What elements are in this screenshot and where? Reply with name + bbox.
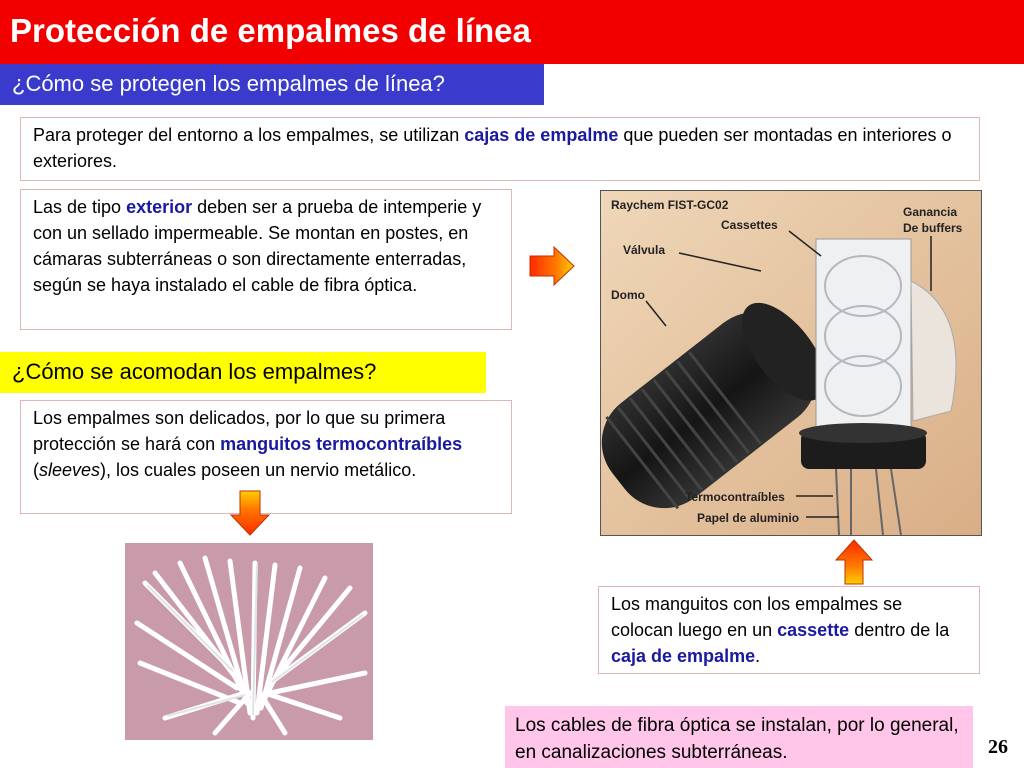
label-termocontraibles: Termocontraíbles xyxy=(685,490,785,504)
text: . xyxy=(755,646,761,666)
text-box-cassette xyxy=(598,586,980,674)
text: Los manguitos con los empalmes se colocan luego en un xyxy=(611,594,903,640)
text: ), los cuales poseen un nervio metálico. xyxy=(100,460,417,480)
text: Las de tipo xyxy=(33,197,127,217)
text-box-intro xyxy=(20,117,980,181)
subheading-arrange: ¿Cómo se acomodan los empalmes? xyxy=(0,352,486,393)
keyword-caja-de-empalme: caja de empalme xyxy=(611,646,756,666)
text: que pueden ser montadas en interiores o exteriores. xyxy=(33,125,952,171)
text: Los empalmes son delicados, por lo que su primera protección se hará con xyxy=(33,408,446,454)
note-underground: Los cables de fibra óptica se instalan, por lo general, en canalizaciones subterráneas. xyxy=(505,706,973,768)
text: Para proteger del entorno a los empalmes, se utilizan xyxy=(33,125,465,145)
arrow-right-icon xyxy=(528,245,576,287)
keyword-exterior: exterior xyxy=(126,197,193,217)
subheading-protect: ¿Cómo se protegen los empalmes de línea? xyxy=(0,64,544,105)
arrow-up-icon xyxy=(834,538,874,586)
text: deben ser a prueba de intemperie y con un sellado impermeable. Se montan en postes, en cámaras subterráneas o son directamente enterradas, según se haya instalado el cable de fibra óptica. xyxy=(33,197,482,295)
keyword-cajas-de-empalme: cajas de empalme xyxy=(464,125,619,145)
splice-closure-photo xyxy=(600,190,982,536)
label-brand: Raychem FIST-GC02 xyxy=(611,198,729,212)
text-box-exterior xyxy=(20,189,512,330)
text: dentro de la xyxy=(849,620,950,640)
page-title: Protección de empalmes de línea xyxy=(10,12,531,49)
label-de-buffers: De buffers xyxy=(903,221,963,235)
page-number: 26 xyxy=(988,736,1008,758)
arrow-down-icon xyxy=(229,489,271,537)
title-bar xyxy=(0,0,1024,64)
label-papel: Papel de aluminio xyxy=(697,511,800,525)
label-cassettes: Cassettes xyxy=(721,218,778,232)
text: ( xyxy=(33,460,39,480)
keyword-cassette: cassette xyxy=(777,620,850,640)
label-valvula: Válvula xyxy=(623,243,666,257)
keyword-manguitos: manguitos termocontraíbles xyxy=(220,434,463,454)
heat-shrink-sleeves-photo xyxy=(125,543,373,740)
italic-sleeves: sleeves xyxy=(39,460,101,480)
label-ganancia: Ganancia xyxy=(903,205,958,219)
label-domo: Domo xyxy=(611,288,645,302)
